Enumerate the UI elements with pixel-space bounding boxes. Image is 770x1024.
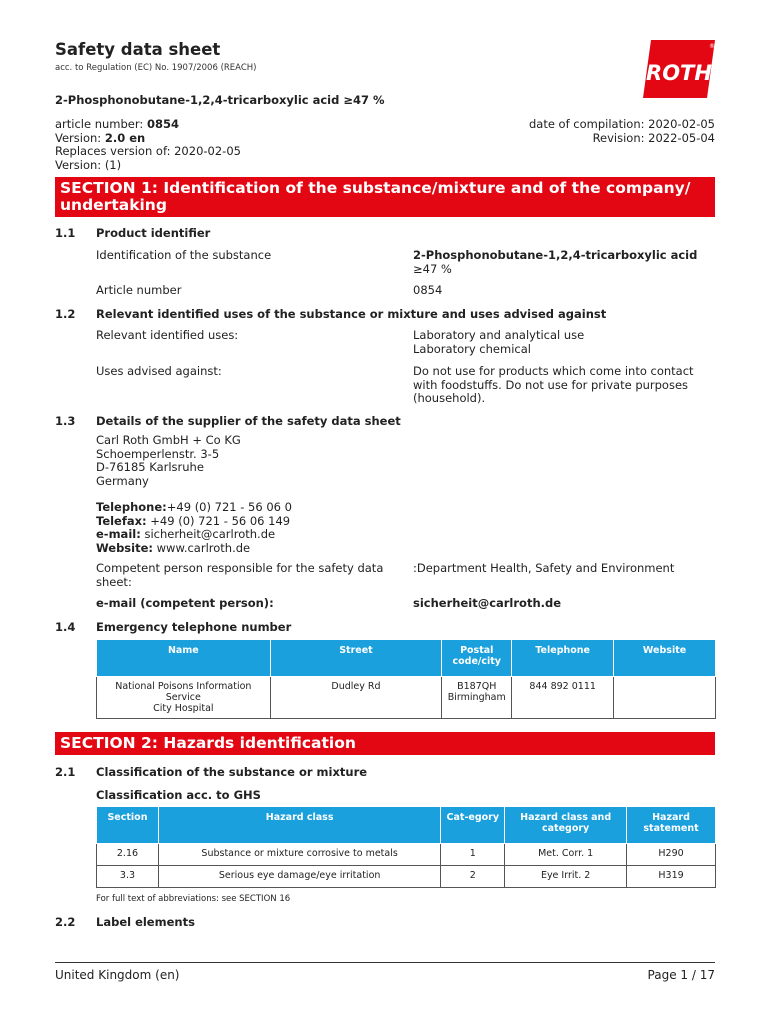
abbreviations-footnote: For full text of abbreviations: see SECTION 16 bbox=[96, 894, 291, 904]
section-2-1-heading: Classification of the substance or mixture bbox=[96, 765, 368, 779]
column-header: Street bbox=[270, 640, 442, 677]
footer-divider bbox=[55, 962, 715, 963]
supplier-address: Carl Roth GmbH + Co KG Schoemperlenstr. 3-5 D-76185 Karlsruhe Germany bbox=[96, 433, 241, 488]
uses-against-value: Do not use for products which come into contact with foodstuffs. Do not use for private purposes (household). bbox=[413, 364, 694, 405]
section-1-1-number: 1.1 bbox=[55, 226, 76, 240]
relevant-uses-value: Laboratory and analytical use Laboratory chemical bbox=[413, 328, 585, 356]
previous-version: Version: (1) bbox=[55, 157, 122, 172]
emergency-contact-table bbox=[96, 639, 716, 719]
ghs-classification-table bbox=[96, 806, 716, 888]
supplier-contacts: Telephone:+49 (0) 721 - 56 06 0 Telefax: +49 (0) 721 - 56 06 149 e-mail: sicherheit@carlroth.de Website: www.carlroth.de bbox=[96, 500, 292, 555]
competent-email-value[interactable]: sicherheit@carlroth.de bbox=[413, 596, 562, 610]
article-label: article number: bbox=[55, 117, 147, 131]
replaces-version: Replaces version of: 2020-02-05 bbox=[55, 144, 241, 158]
table-row: 2.16 Substance or mixture corrosive to metals 1 Met. Corr. 1 H290 bbox=[97, 844, 716, 866]
email-link[interactable]: sicherheit@carlroth.de bbox=[140, 527, 276, 541]
section-1-header: SECTION 1: Identification of the substance/mixture and of the company/ undertaking bbox=[55, 177, 715, 217]
competent-email-label: e-mail (competent person): bbox=[96, 596, 274, 610]
table-row: 3.3 Serious eye damage/eye irritation 2 Eye Irrit. 2 H319 bbox=[97, 866, 716, 888]
section-1-3-heading: Details of the supplier of the safety data sheet bbox=[96, 414, 401, 428]
identification-value: 2-Phosphonobutane-1,2,4-tricarboxylic acid ≥47 % bbox=[413, 248, 698, 276]
contact-website bbox=[614, 677, 716, 719]
revision-date: Revision: 2022-05-04 bbox=[592, 130, 715, 145]
article-number: 0854 bbox=[146, 117, 179, 131]
article-number-value: 0854 bbox=[413, 283, 443, 297]
relevant-uses-label: Relevant identified uses: bbox=[96, 328, 239, 342]
section-2-2-number: 2.2 bbox=[55, 915, 76, 929]
competent-person-value: :Department Health, Safety and Environment bbox=[413, 561, 675, 575]
section-2-header: SECTION 2: Hazards identification bbox=[55, 732, 715, 755]
ghs-subheading: Classification acc. to GHS bbox=[96, 788, 261, 802]
logo-text: ROTH bbox=[646, 61, 712, 85]
version-value: 2.0 en bbox=[104, 130, 146, 145]
section-1-4-number: 1.4 bbox=[55, 620, 76, 634]
article-number-label: Article number bbox=[96, 283, 182, 297]
column-header: Name bbox=[97, 640, 271, 677]
contact-telephone: 844 892 0111 bbox=[512, 677, 614, 719]
uses-against-label: Uses advised against: bbox=[96, 364, 222, 378]
section-1-4-heading: Emergency telephone number bbox=[96, 620, 292, 634]
document-meta-right bbox=[529, 118, 715, 145]
section-1-3-number: 1.3 bbox=[55, 414, 76, 428]
version-label: Version: bbox=[55, 130, 105, 145]
regulation-subtitle: acc. to Regulation (EC) No. 1907/2006 (REACH) bbox=[55, 63, 257, 73]
telephone-value: +49 (0) 721 - 56 06 0 bbox=[166, 500, 292, 514]
contact-name: National Poisons Information Service City Hospital bbox=[97, 677, 271, 719]
competent-person-label: Competent person responsible for the safety data sheet: bbox=[96, 561, 384, 589]
section-1-2-heading: Relevant identified uses of the substance or mixture and uses advised against bbox=[96, 307, 607, 321]
section-2-2-heading: Label elements bbox=[96, 915, 195, 929]
page-title: Safety data sheet bbox=[55, 40, 221, 59]
footer-locale: United Kingdom (en) bbox=[55, 968, 180, 982]
section-1-2-number: 1.2 bbox=[55, 307, 76, 321]
section-1-1-heading: Product identifier bbox=[96, 226, 211, 240]
page-number: Page 1 / 17 bbox=[647, 968, 715, 982]
document-meta-left bbox=[55, 118, 241, 172]
column-header: Hazard class and category bbox=[505, 807, 627, 844]
column-header: Hazard statement bbox=[627, 807, 716, 844]
registered-mark: ® bbox=[709, 43, 715, 50]
identification-label: Identification of the substance bbox=[96, 248, 272, 262]
substance-name: 2-Phosphonobutane-1,2,4-tricarboxylic acid ≥47 % bbox=[55, 93, 385, 107]
roth-logo bbox=[643, 40, 715, 98]
column-header: Hazard class bbox=[158, 807, 440, 844]
column-header: Postal code/city bbox=[442, 640, 512, 677]
column-header: Cat-egory bbox=[441, 807, 505, 844]
section-2-1-number: 2.1 bbox=[55, 765, 76, 779]
contact-street: Dudley Rd bbox=[270, 677, 442, 719]
contact-postal: B187QH Birmingham bbox=[442, 677, 512, 719]
column-header: Website bbox=[614, 640, 716, 677]
telefax-value: +49 (0) 721 - 56 06 149 bbox=[146, 513, 291, 528]
table-row bbox=[97, 677, 716, 719]
compilation-date: date of compilation: 2020-02-05 bbox=[528, 117, 715, 131]
website-link[interactable]: www.carlroth.de bbox=[153, 540, 251, 555]
column-header: Section bbox=[97, 807, 159, 844]
column-header: Telephone bbox=[512, 640, 614, 677]
